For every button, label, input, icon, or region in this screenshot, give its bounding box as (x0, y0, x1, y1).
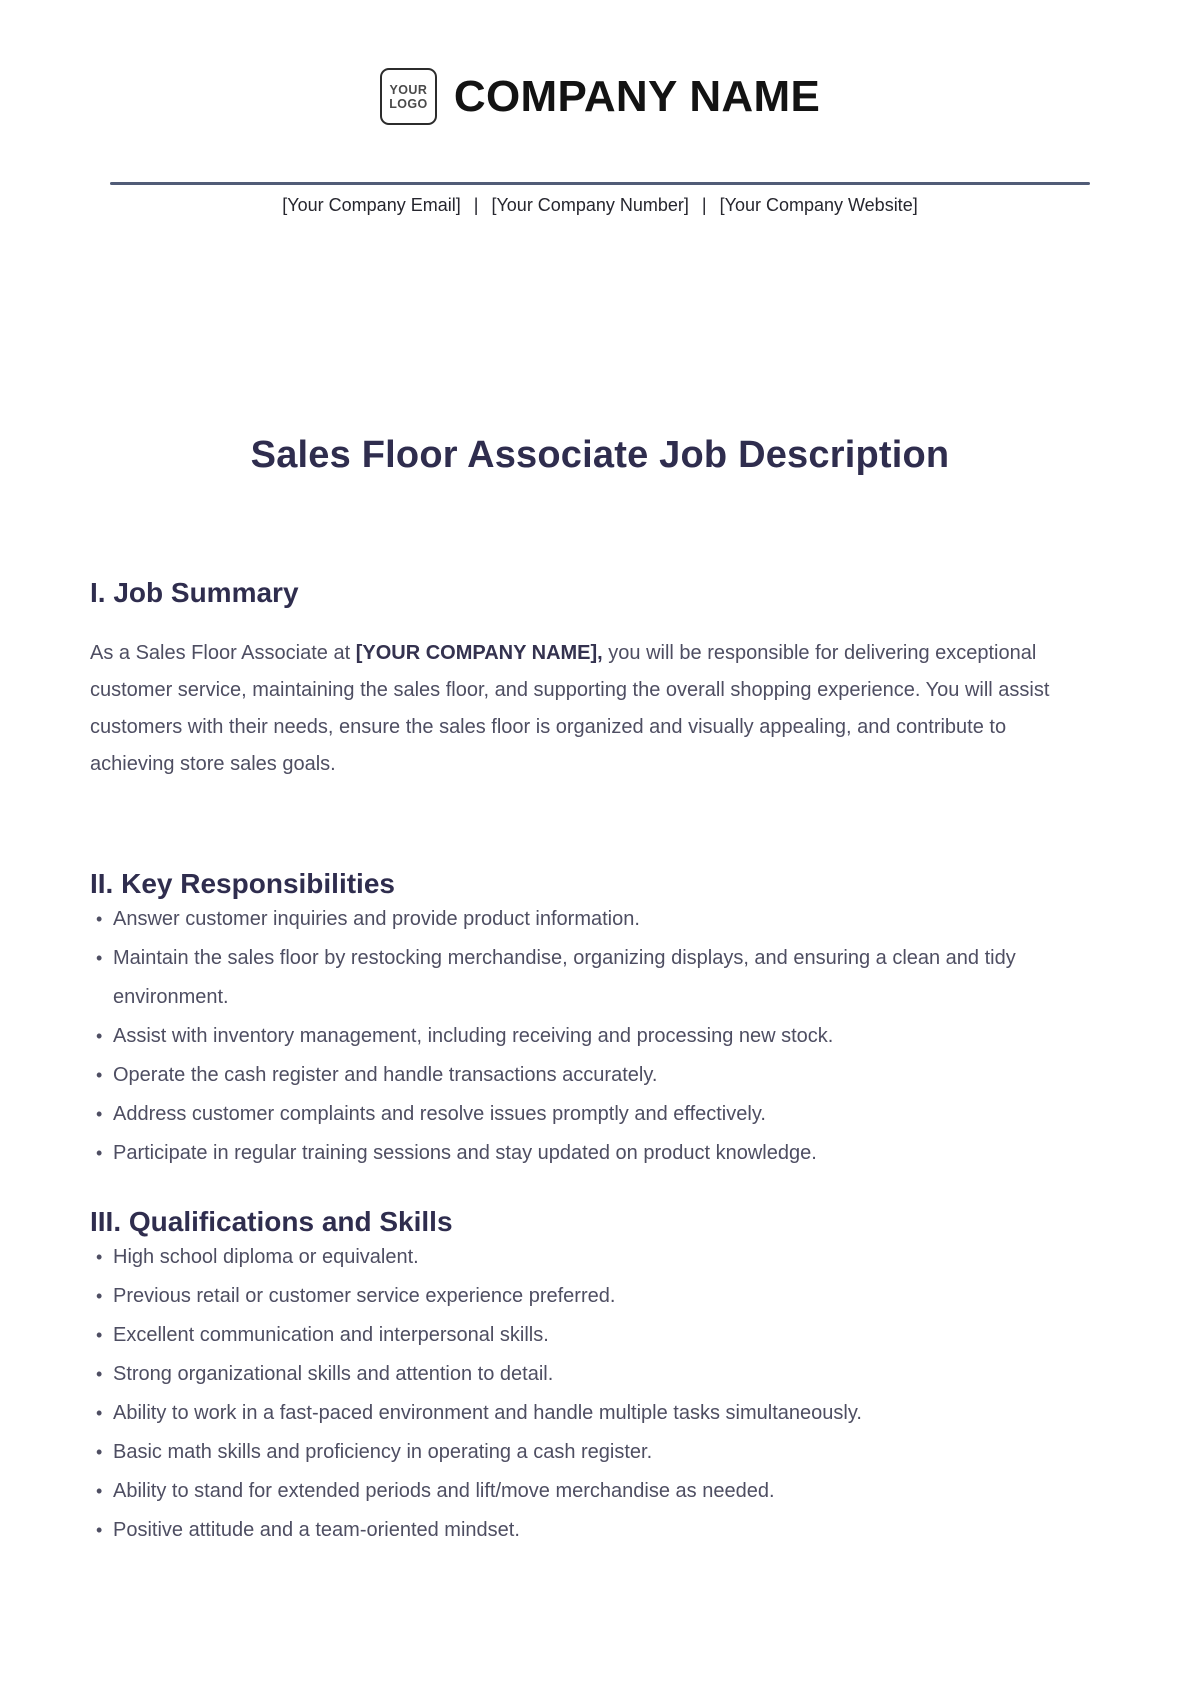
qualification-item: • Positive attitude and a team-oriented mindset. (90, 1511, 1063, 1550)
responsibility-item: • Maintain the sales floor by restocking merchandise, organizing displays, and ensuring a clean and tidy environment. (90, 939, 1063, 1017)
intro-suffix: you will be responsible for delivering exceptional customer service, maintaining the sales floor, and supporting the overall shopping experience. You will assist customers with their needs, ensure the sales floor is organized and visually appealing, and contribute to achieving store sales goals. (90, 642, 1050, 775)
document-body (0, 434, 1200, 1550)
company-header (0, 0, 1200, 125)
section-heading-key-responsibilities: II. Key Responsibilities (90, 868, 395, 899)
responsibilities-list (90, 900, 1063, 1173)
qualification-item: • Previous retail or customer service experience preferred. (90, 1277, 1063, 1316)
qualification-item: • Ability to stand for extended periods and lift/move merchandise as needed. (90, 1472, 1063, 1511)
document-title: Sales Floor Associate Job Description (250, 434, 950, 476)
qualification-item: • Ability to work in a fast-paced environment and handle multiple tasks simultaneously. (90, 1394, 1063, 1433)
responsibility-item: • Assist with inventory management, including receiving and processing new stock. (90, 1017, 1063, 1056)
qualification-item: • Basic math skills and proficiency in operating a cash register. (90, 1433, 1063, 1472)
company-logo-placeholder (380, 68, 437, 125)
header-divider (110, 182, 1090, 185)
logo-text-line1: YOUR (389, 82, 428, 97)
intro-prefix: As a Sales Floor Associate at (90, 642, 356, 664)
contact-email: [Your Company Email] (282, 195, 461, 215)
job-summary-paragraph (90, 635, 1095, 783)
responsibility-item: • Operate the cash register and handle transactions accurately. (90, 1056, 1063, 1095)
qualification-item: • High school diploma or equivalent. (90, 1238, 1063, 1277)
qualification-item: • Excellent communication and interpersonal skills. (90, 1316, 1063, 1355)
section-heading-job-summary: I. Job Summary (90, 577, 299, 608)
contact-number: [Your Company Number] (491, 195, 689, 215)
responsibility-item: • Address customer complaints and resolve issues promptly and effectively. (90, 1095, 1063, 1134)
contact-separator: | (473, 195, 479, 215)
logo-text-line2: LOGO (389, 96, 428, 111)
contact-separator: | (701, 195, 707, 215)
section-heading-qualifications: III. Qualifications and Skills (90, 1206, 453, 1237)
contact-website: [Your Company Website] (719, 195, 918, 215)
qualifications-list (90, 1238, 1063, 1550)
contact-bar (0, 195, 1200, 216)
company-name: COMPANY NAME (453, 71, 821, 121)
qualification-item: • Strong organizational skills and attention to detail. (90, 1355, 1063, 1394)
company-name-placeholder: [YOUR COMPANY NAME], (355, 642, 603, 664)
responsibility-item: • Answer customer inquiries and provide product information. (90, 900, 1063, 939)
responsibility-item: • Participate in regular training sessions and stay updated on product knowledge. (90, 1134, 1063, 1173)
